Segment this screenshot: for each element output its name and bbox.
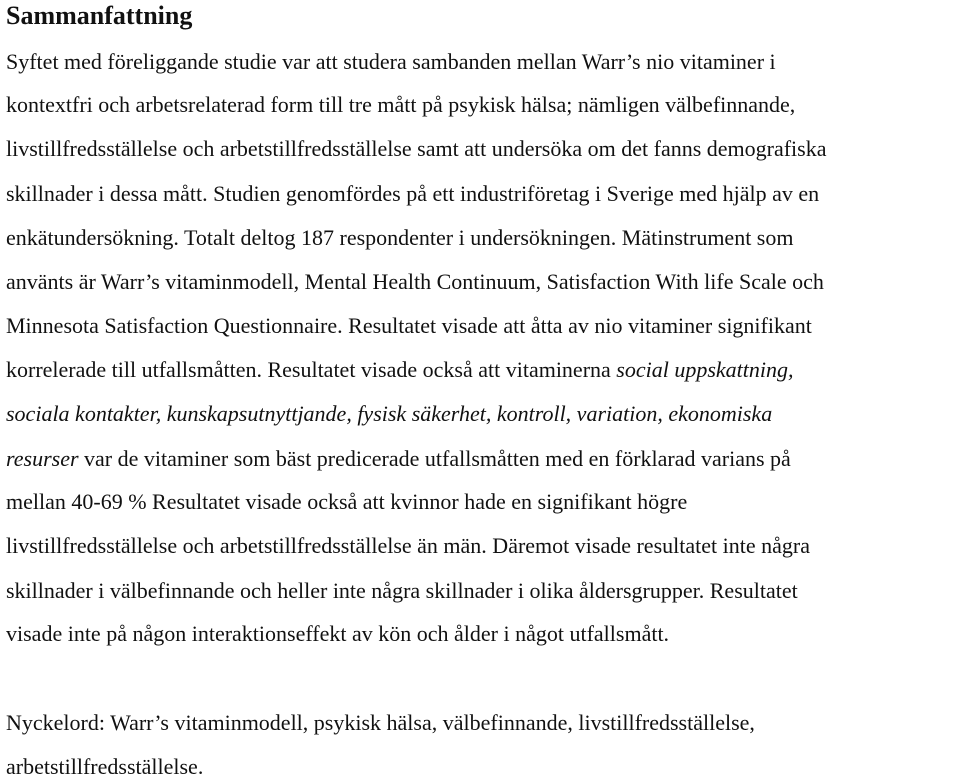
abstract-line: [6, 269, 824, 295]
abstract-line: [6, 225, 793, 251]
abstract-line: [6, 446, 791, 472]
line-text: enkätundersökning. Totalt deltog 187 respondenter i undersökningen. Mätinstrument som: [6, 225, 794, 250]
line-text: Syftet med föreliggande studie var att studera sambanden mellan Warr’s nio vitaminer i: [6, 49, 776, 74]
line-text: korrelerade till utfallsmåtten. Resultatet visade också att vitaminerna: [6, 357, 617, 382]
abstract-line: [6, 92, 795, 118]
line-text: använts är Warr’s vitaminmodell, Mental Health Continuum, Satisfaction With life Scale och: [6, 269, 824, 294]
abstract-line: [6, 136, 827, 162]
abstract-line: [6, 578, 798, 604]
italic-vitamin-names: sociala kontakter, kunskapsutnyttjande, fysisk säkerhet, kontroll, variation, ekonomiska: [6, 401, 773, 426]
italic-vitamin-names: social uppskattning,: [616, 357, 794, 382]
line-text: visade inte på någon interaktionseffekt av kön och ålder i något utfallsmått.: [6, 621, 670, 646]
section-heading: Sammanfattning: [6, 1, 193, 30]
line-text: skillnader i dessa mått. Studien genomfördes på ett industriföretag i Sverige med hjälp av en: [6, 181, 820, 206]
line-text: var de vitaminer som bäst predicerade utfallsmåtten med en förklarad varians på: [78, 446, 791, 471]
line-text: kontextfri och arbetsrelaterad form till tre mått på psykisk hälsa; nämligen välbefinnande,: [6, 92, 796, 117]
keywords-line: Nyckelord: Warr’s vitaminmodell, psykisk hälsa, välbefinnande, livstillfredsställelse,: [6, 710, 755, 735]
abstract-line: [6, 313, 812, 339]
line-text: mellan 40-69 % Resultatet visade också att kvinnor hade en signifikant högre: [6, 489, 688, 514]
line-text: Minnesota Satisfaction Questionnaire. Resultatet visade att åtta av nio vitaminer signifikant: [6, 313, 812, 338]
abstract-line: [6, 49, 776, 75]
line-text: livstillfredsställelse och arbetstillfredsställelse samt att undersöka om det fanns demografiska: [6, 136, 827, 161]
keywords-line: arbetstillfredsställelse.: [6, 754, 204, 779]
abstract-line: [6, 181, 819, 207]
line-text: livstillfredsställelse och arbetstillfredsställelse än män. Däremot visade resultatet inte några: [6, 533, 810, 558]
line-text: skillnader i välbefinnande och heller inte några skillnader i olika åldersgrupper. Resultatet: [6, 578, 798, 603]
abstract-line: [6, 533, 810, 559]
abstract-line: [6, 401, 772, 427]
abstract-line: [6, 357, 794, 383]
italic-vitamin-names: resurser: [6, 446, 79, 471]
abstract-line: [6, 621, 669, 647]
abstract-line: [6, 489, 687, 515]
